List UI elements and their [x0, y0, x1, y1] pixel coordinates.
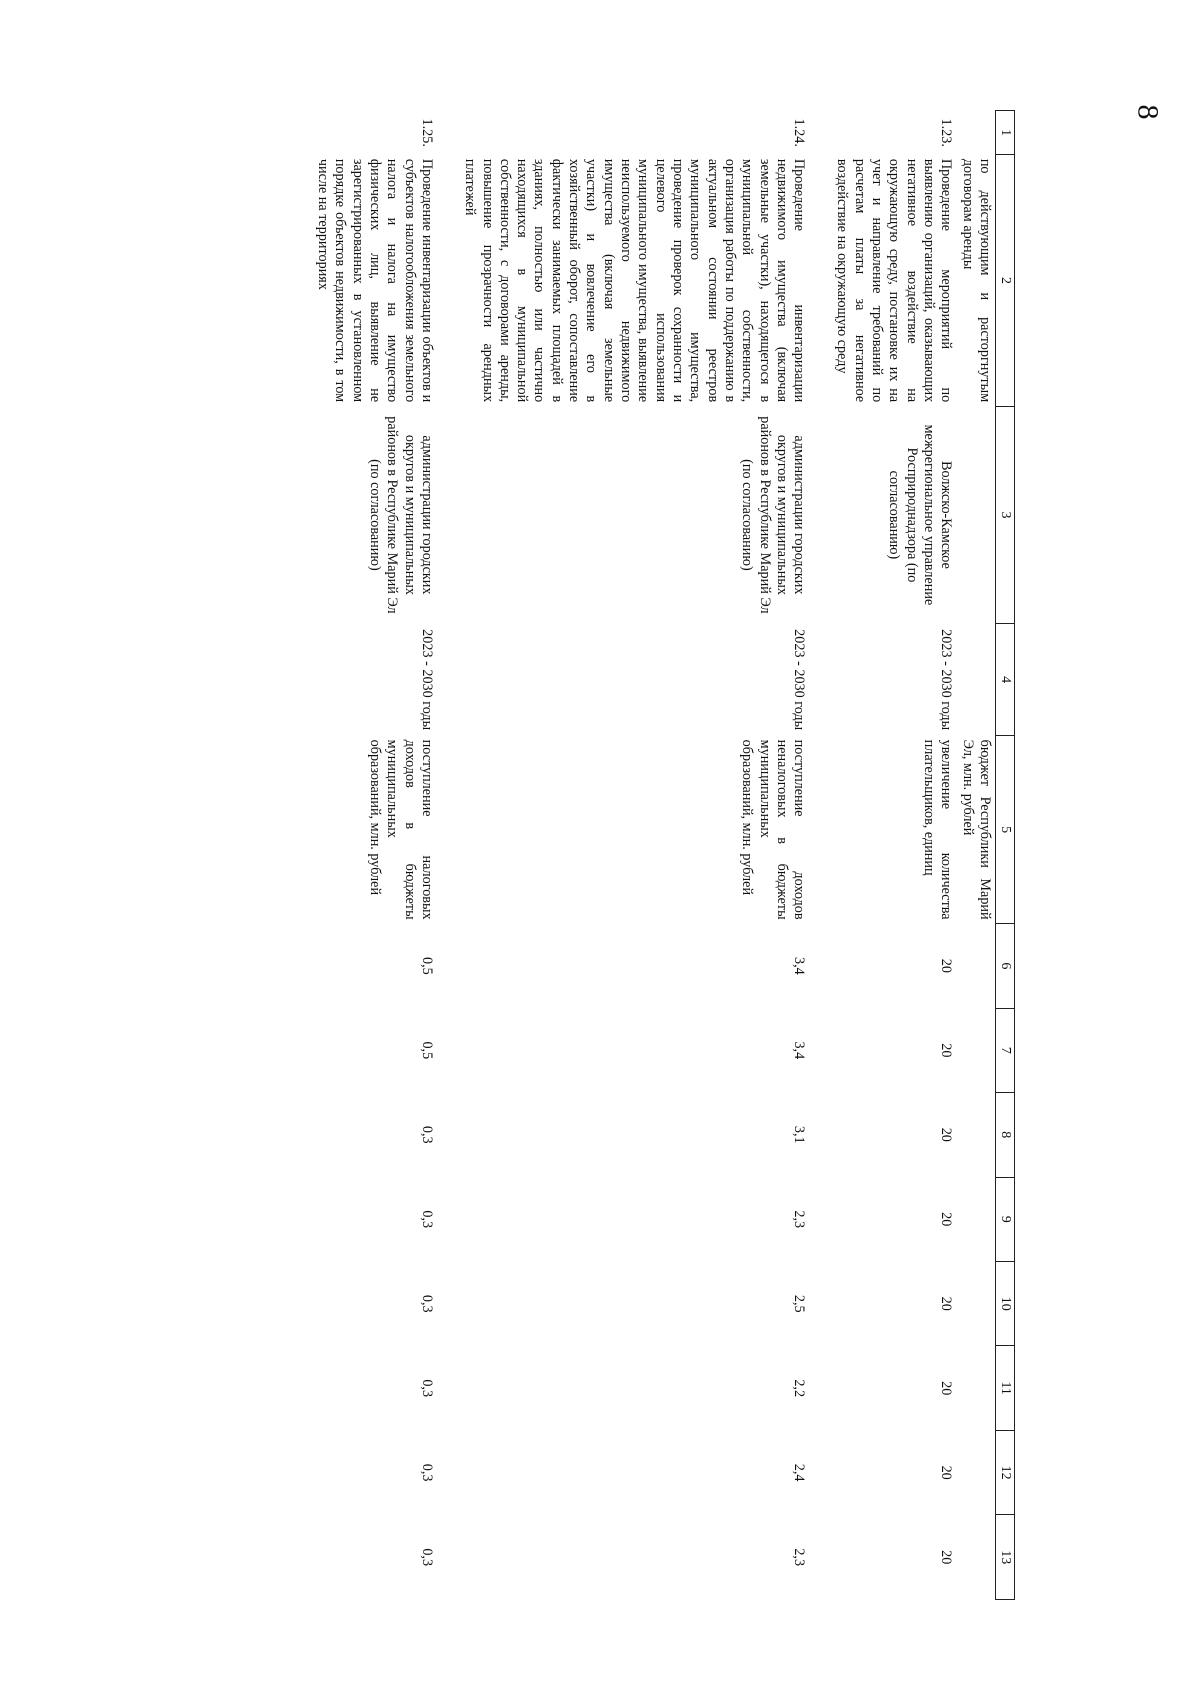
col-header: 7 [996, 1008, 1015, 1092]
period-text: 2023 - 2030 годы [791, 629, 808, 731]
indicator-text: увеличение количества плательщиков, единиц [921, 739, 955, 920]
period-text: 2023 - 2030 годы [418, 629, 435, 731]
col-header: 3 [996, 406, 1015, 624]
col-header: 8 [996, 1093, 1015, 1177]
indicator-text: поступление налоговых доходов в бюджеты муниципальных образований, млн. рублей [367, 739, 435, 920]
row-number [956, 111, 995, 155]
value-cell: 2,2 [791, 1379, 808, 1398]
value-cell: 2,5 [791, 1294, 808, 1313]
value-cell [956, 1346, 995, 1430]
value-cell: 20 [938, 1550, 955, 1565]
value-cell: 0,3 [418, 1548, 435, 1567]
value-cell [956, 1261, 995, 1345]
row-number: 1.24. [791, 118, 808, 147]
period-text [956, 624, 995, 736]
value-cell: 2,3 [791, 1548, 808, 1567]
value-cell: 0,3 [418, 1210, 435, 1229]
value-cell: 2,3 [791, 1210, 808, 1229]
value-cell: 0,3 [418, 1463, 435, 1482]
value-cell: 2,4 [791, 1463, 808, 1482]
col-header: 4 [996, 624, 1015, 736]
value-cell: 0,3 [418, 1294, 435, 1313]
table-row [459, 111, 809, 1600]
value-cell: 20 [938, 1043, 955, 1058]
executor-text [956, 406, 995, 624]
value-cell: 0,3 [418, 1379, 435, 1398]
period-text: 2023 - 2030 годы [938, 629, 955, 731]
table-row [312, 111, 437, 1600]
value-cell [956, 1515, 995, 1600]
value-cell [956, 1008, 995, 1092]
indicator-text: бюджет Республики Марий Эл, млн. рублей [959, 739, 993, 920]
value-cell [956, 1430, 995, 1514]
col-header: 13 [996, 1515, 1015, 1600]
executor-text: Волжско-Камское межрегиональное управление Росприроднадзора (по согласованию) [886, 424, 955, 606]
measure-text: Проведение инвентаризации недвижимого имущества (включая земельные участки), находящегося в муниципальной собственности, организация работы по поддержанию в актуальном состоянии реестров муниципального имущества, проведение проверок сохранности и целевого использования муниципального имущества, выявление неиспользуемого недвижимого имущества (включая земельные участки) и вовлечение его в хозяйственный оборот, сопоставление фактически занимаемых площадей в зданиях, полностью или частично находящихся в муниципальной собственности, с договорами аренды, повышение прозрачности арендных платежей [462, 158, 808, 403]
executor-text: администрации городских округов и муниципальных районов в Республике Марий Эл (по согласованию) [367, 416, 435, 614]
value-cell: 20 [938, 1465, 955, 1480]
value-cell: 0,5 [418, 1041, 435, 1060]
col-header: 12 [996, 1430, 1015, 1514]
rotated-table-sheet [195, 110, 1015, 1600]
page-number: 8 [1131, 104, 1165, 120]
value-cell: 20 [938, 1381, 955, 1396]
col-header: 6 [996, 924, 1015, 1008]
value-cell: 0,5 [418, 956, 435, 975]
value-cell: 20 [938, 1296, 955, 1311]
column-number-header [996, 111, 1015, 1600]
value-cell [956, 924, 995, 1008]
col-header: 5 [996, 736, 1015, 924]
value-cell [956, 1177, 995, 1261]
row-number: 1.25. [418, 118, 435, 147]
col-header: 9 [996, 1177, 1015, 1261]
col-header: 11 [996, 1346, 1015, 1430]
value-cell: 20 [938, 958, 955, 973]
value-cell: 3,1 [791, 1125, 808, 1144]
measure-text: Проведение мероприятий по выявлению организаций, оказывающих негативное воздействие на окружающую среду, постановке их на учет и направление требований по расчетам платы за негативное воздействие на окружающую среду [834, 158, 955, 403]
value-cell: 3,4 [791, 956, 808, 975]
value-cell [956, 1093, 995, 1177]
value-cell: 20 [938, 1127, 955, 1142]
col-header: 1 [996, 111, 1015, 155]
measure-text: по действующим и расторгнутым договорам аренды [959, 158, 993, 403]
value-cell: 3,4 [791, 1041, 808, 1060]
table-row [831, 111, 956, 1600]
row-number: 1.23. [938, 118, 955, 147]
executor-text: администрации городских округов и муниципальных районов в Республике Марий Эл (по согласованию) [739, 416, 808, 614]
measure-text: Проведение инвентаризации объектов и субъектов налогообложения земельного налога и налога на имущество физических лиц, выявление не зарегистрированных в установленном порядке объектов недвижимости, в том числе на территориях [315, 158, 435, 403]
value-cell: 0,3 [418, 1125, 435, 1144]
indicator-text: поступление доходов неналоговых в бюджеты муниципальных образований, млн. рублей [739, 739, 808, 920]
measures-table [312, 110, 1015, 1600]
table-row [956, 111, 995, 1600]
value-cell: 20 [938, 1212, 955, 1227]
col-header: 2 [996, 155, 1015, 406]
col-header: 10 [996, 1261, 1015, 1345]
